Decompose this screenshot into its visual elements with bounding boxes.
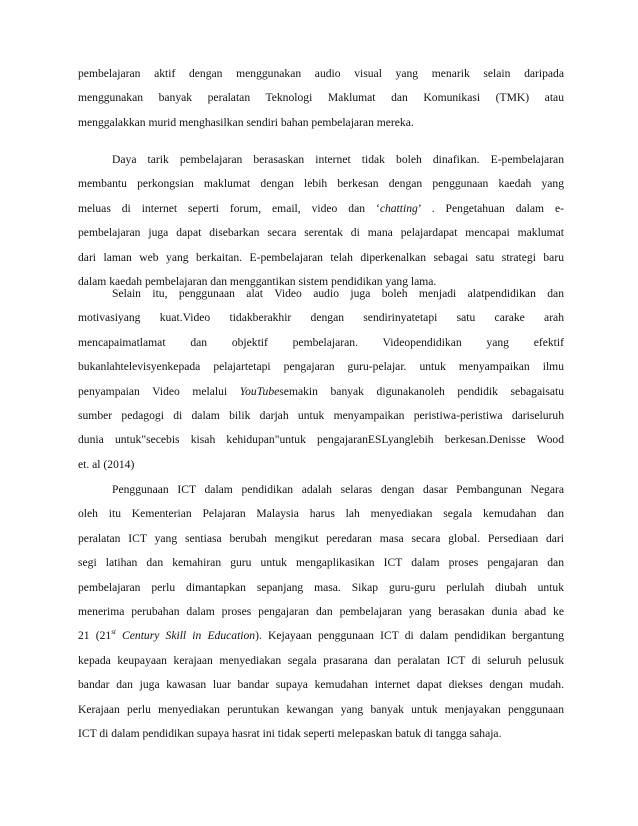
text-line: pembelajaran aktif dengan menggunakan audio visual yang menarik selain daripada (78, 67, 564, 80)
text-line: Daya tarik pembelajaran berasaskan internet tidak boleh dinafikan. E-pembelajaran (112, 153, 564, 166)
text-line: mencapaimatlamat dan objektif pembelajaran. Videopendidikan yang efektif (78, 335, 564, 349)
text-line: kepada keupayaan kerajaan menyediakan segala prasarana dan peralatan ICT di seluruh pelusuk (78, 653, 564, 667)
text-line: peralatan ICT yang sentiasa berubah mengikut peredaran masa secara global. Persediaan dari (78, 531, 564, 545)
text-line: oleh itu Kementerian Pelajaran Malaysia harus lah menyediakan segala kemudahan dan (78, 507, 564, 521)
text-line: pembelajaran perlu dimantapkan sepanjang masa. Sikap guru-guru perlulah diubah untuk (78, 580, 564, 594)
text-line: bukanlahtelevisyenkepada pelajartetapi pengajaran guru-pelajar. untuk menyampaikan ilmu (78, 360, 564, 374)
text-line: bandar dan juga kawasan luar bandar supaya kemudahan internet dapat diekses dengan mudah. (78, 678, 564, 692)
text-segment: ’ . Pengetahuan dalam e- (417, 201, 564, 215)
text-line: menerima perubahan dalam proses pengajaran dan pembelajaran yang berasakan dunia abad ke (78, 604, 564, 618)
text-line (78, 197, 564, 221)
text-segment: ). Kejayaan penggunaan ICT di dalam pendidikan bergantung (255, 629, 564, 643)
text-line: Kerajaan perlu menyediakan peruntukan kewangan yang banyak untuk menjayakan penggunaan (78, 702, 564, 716)
text-segment: semakin banyak digunakanoleh pendidik sebagaisatu (279, 384, 564, 398)
text-line: dalam kaedah pembelajaran dan menggantikan sistem pendidikan yang lama. (78, 274, 437, 288)
paragraph-2 (78, 148, 564, 294)
text-line: dunia untuk"secebis kisah kehidupan"untuk pengajaranESLyanglebih berkesan.Denisse Wood (78, 433, 564, 447)
text-line: pembelajaran juga dapat disebarkan secara serentak di mana pelajardapat mencapai maklumat (78, 226, 564, 240)
text-line: motivasiyang kuat.Video tidakberakhir dengan sendirinyatetapi satu carake arah (78, 311, 564, 325)
text-line: dari laman web yang berkaitan. E-pembelajaran telah diperkenalkan sebagai satu strategi baru (78, 250, 564, 264)
text-line: menggunakan banyak peralatan Teknologi Maklumat dan Komunikasi (TMK) atau (78, 91, 564, 105)
paragraph-1 (78, 62, 564, 135)
text-line: et. al (2014) (78, 457, 135, 471)
superscript: st (111, 628, 116, 637)
paragraph-3 (78, 282, 564, 477)
text-segment: meluas di internet seperti forum, email, video dan ‘ (78, 201, 380, 215)
text-line: ICT di dalam pendidikan supaya hasrat ini tidak seperti melepaskan batuk di tangga sahaja. (78, 726, 502, 740)
text-segment: 21 (21 (78, 629, 112, 643)
text-segment-italic: chatting (379, 201, 418, 215)
text-line: Penggunaan ICT dalam pendidikan adalah selaras dengan dasar Pembangunan Negara (112, 483, 564, 496)
text-segment: penyampaian Video melalui (78, 384, 240, 398)
text-line: segi latihan dan kemahiran guru untuk mengaplikasikan ICT dalam proses pengajaran dan (78, 556, 564, 570)
text-line: Selain itu, penggunaan alat Video audio juga boleh menjadi alatpendidikan dan (112, 287, 564, 300)
text-line: membantu perkongsian maklumat dengan lebih berkesan dengan penggunaan kaedah yang (78, 177, 564, 191)
text-line (78, 380, 564, 404)
text-line: menggalakkan murid menghasilkan sendiri bahan pembelajaran mereka. (78, 115, 414, 129)
text-line: sumber pedagogi di dalam bilik darjah untuk menyampaikan peristiwa-peristiwa dariseluruh (78, 408, 564, 422)
paragraph-4 (78, 478, 564, 746)
text-line (78, 624, 564, 648)
text-segment-italic: Century Skill in Education (115, 629, 256, 643)
text-segment-italic: YouTube (239, 384, 280, 398)
